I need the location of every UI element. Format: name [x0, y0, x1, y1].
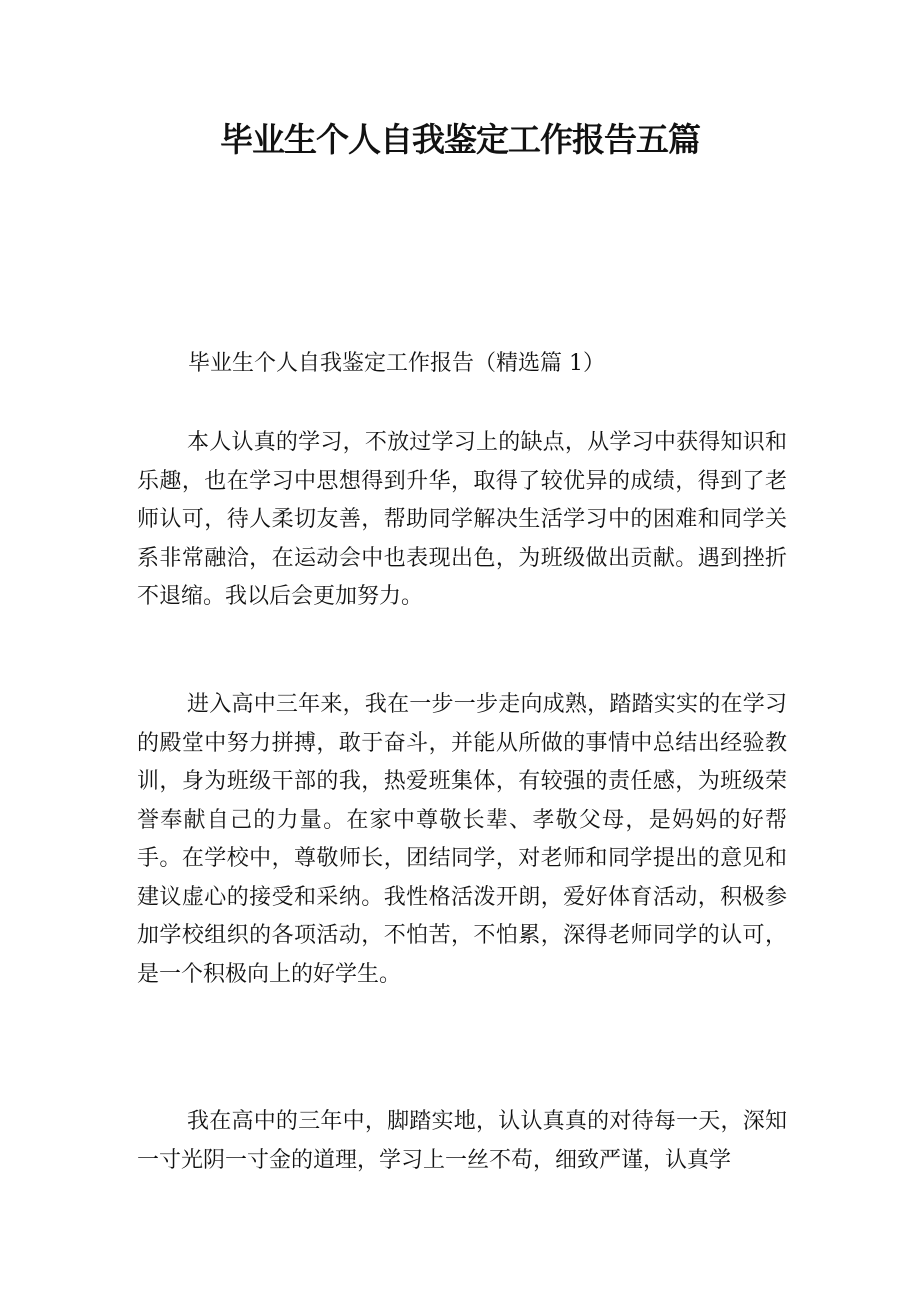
section-heading: 毕业生个人自我鉴定工作报告（精选篇 1）	[188, 351, 605, 376]
paragraph-3: 我在高中的三年中，脚踏实地，认认真真的对待每一天，深知一寸光阴一寸金的道理，学习上一丝不苟，细致严谨，认真学	[137, 1109, 787, 1173]
document-title: 毕业生个人自我鉴定工作报告五篇	[220, 120, 700, 159]
paragraph-1: 本人认真的学习，不放过学习上的缺点，从学习中获得知识和乐趣，也在学习中思想得到升华，取得了较优异的成绩，得到了老师认可，待人柔切友善，帮助同学解决生活学习中的困难和同学关系非常融洽，在运动会中也表现出色，为班级做出贡献。遇到挫折不退缩。我以后会更加努力。	[137, 430, 787, 609]
paragraph-2: 进入高中三年来，我在一步一步走向成熟，踏踏实实的在学习的殿堂中努力拼搏，敢于奋斗，并能从所做的事情中总结出经验教训，身为班级干部的我，热爱班集体，有较强的责任感，为班级荣誉奉献自己的力量。在家中尊敬长辈、孝敬父母，是妈妈的好帮手。在学校中，尊敬师长，团结同学，对老师和同学提出的意见和建议虚心的接受和采纳。我性格活泼开朗，爱好体育活动，积极参加学校组织的各项活动，不怕苦，不怕累，深得老师同学的认可，是一个积极向上的好学生。	[137, 692, 787, 987]
